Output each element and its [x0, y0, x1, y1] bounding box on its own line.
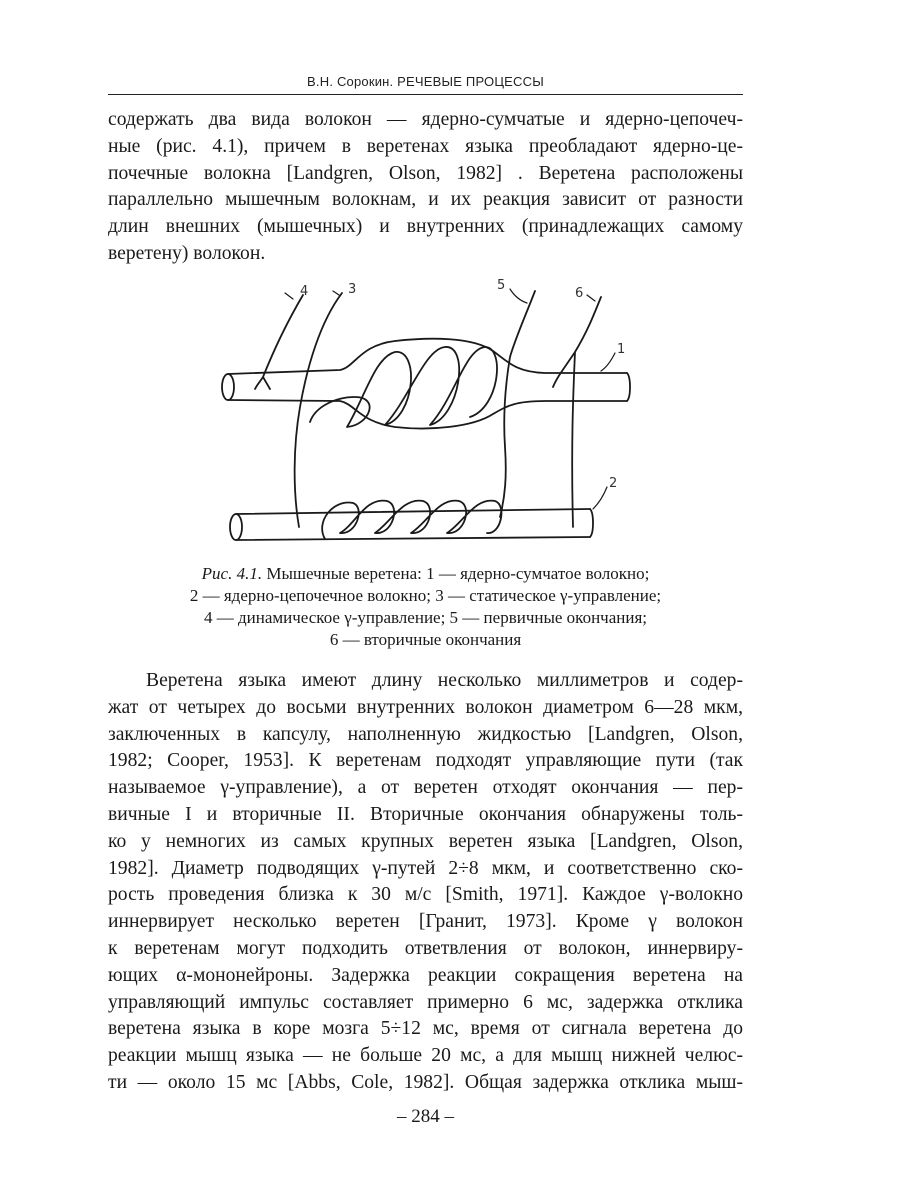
figure-label-6: 6 [575, 286, 584, 301]
caption-line: Мышечные веретена: 1 — ядерно-сумчатое волокно; [266, 564, 650, 583]
primary-ending-coil-lower [322, 501, 501, 539]
paragraph-line: заключенных в капсулу, наполненную жидкостью [Landgren, Olson, [108, 723, 743, 745]
page-number: – 284 – [397, 1106, 454, 1127]
paragraph-line: к веретенам могут подходить ответвления от волокон, иннервиру- [108, 937, 743, 959]
figure-label-5: 5 [497, 278, 506, 293]
paragraph-line: рость проведения близка к 30 м/с [Smith, 1971]. Каждое γ-волокно [108, 884, 743, 906]
paragraph-line: ные (рис. 4.1), причем в веретенах языка преобладают ядерно-це- [108, 135, 743, 157]
header-rule [108, 94, 743, 95]
paragraph-line: жат от четырех до восьми внутренних волокон диаметром 6—28 мкм, [108, 696, 743, 718]
paragraph-line: ко у немногих из самых крупных веретен языка [Landgren, Olson, [108, 830, 743, 852]
paragraph-line: 1982; Cooper, 1953]. К веретенам подходят управляющие пути (так [108, 750, 743, 772]
paragraph-line: ющих α-мононейроны. Задержка реакции сокращения веретена на [108, 964, 743, 986]
paragraph-line: ти — около 15 мс [Abbs, Cole, 1982]. Общая задержка отклика мыш- [108, 1071, 743, 1093]
paragraph-line: Веретена языка имеют длину несколько миллиметров и содер- [146, 670, 743, 691]
nuclear-chain-fiber [230, 509, 593, 540]
secondary-ending-nerve [553, 297, 601, 527]
paragraph-2 [108, 668, 743, 1097]
paragraph-line: 1982]. Диаметр подводящих γ-путей 2÷8 мкм, и соответственно ско- [108, 857, 743, 879]
caption-line: 2 — ядерно-цепочечное волокно; 3 — статическое γ-управление; [189, 586, 662, 605]
paragraph-line: веретену) волокон. [108, 242, 266, 264]
running-head: В.Н. Сорокин. РЕЧЕВЫЕ ПРОЦЕССЫ [307, 74, 544, 89]
paragraph-line: параллельно мышечным волокнам, и их реакция зависит от разности [108, 189, 743, 211]
paragraph-line: веретена языка в коре мозга 5÷12 мс, время от сигнала веретена до [108, 1018, 743, 1040]
muscle-spindle-figure [215, 277, 640, 552]
paragraph-1 [108, 107, 743, 268]
dynamic-gamma-nerve [255, 295, 303, 389]
paragraph-line: называемое γ-управление), а от веретен отходят окончания — пер- [108, 777, 743, 799]
paragraph-line: длин внешних (мышечных) и внутренних (принадлежащих самому [108, 216, 743, 238]
figure-label-4: 4 [300, 284, 309, 299]
paragraph-line: иннервирует несколько веретен [Гранит, 1973]. Кроме γ волокон [108, 911, 743, 933]
figure-caption [108, 563, 743, 651]
paragraph-line: реакции мышц языка — не больше 20 мс, а для мышц нижней челюс- [108, 1045, 743, 1067]
figure-label-2: 2 [609, 476, 618, 491]
paragraph-line: вичные I и вторичные II. Вторичные окончания обнаружены толь- [108, 803, 743, 825]
caption-label: Рис. 4.1. [201, 564, 263, 583]
primary-ending-coil-upper [310, 347, 497, 427]
caption-line: 6 — вторичные окончания [329, 630, 522, 649]
paragraph-line: содержать два вида волокон — ядерно-сумчатые и ядерно-цепочеч- [108, 109, 743, 130]
figure-label-3: 3 [348, 282, 357, 297]
caption-line: 4 — динамическое γ-управление; 5 — первичные окончания; [203, 608, 648, 627]
paragraph-line: управляющий импульс составляет примерно 6 мс, задержка отклика [108, 991, 743, 1013]
figure-label-1: 1 [617, 342, 626, 357]
paragraph-line: почечные волокна [Landgren, Olson, 1982] . Веретена расположены [108, 162, 743, 184]
nuclear-bag-fiber [222, 339, 630, 429]
